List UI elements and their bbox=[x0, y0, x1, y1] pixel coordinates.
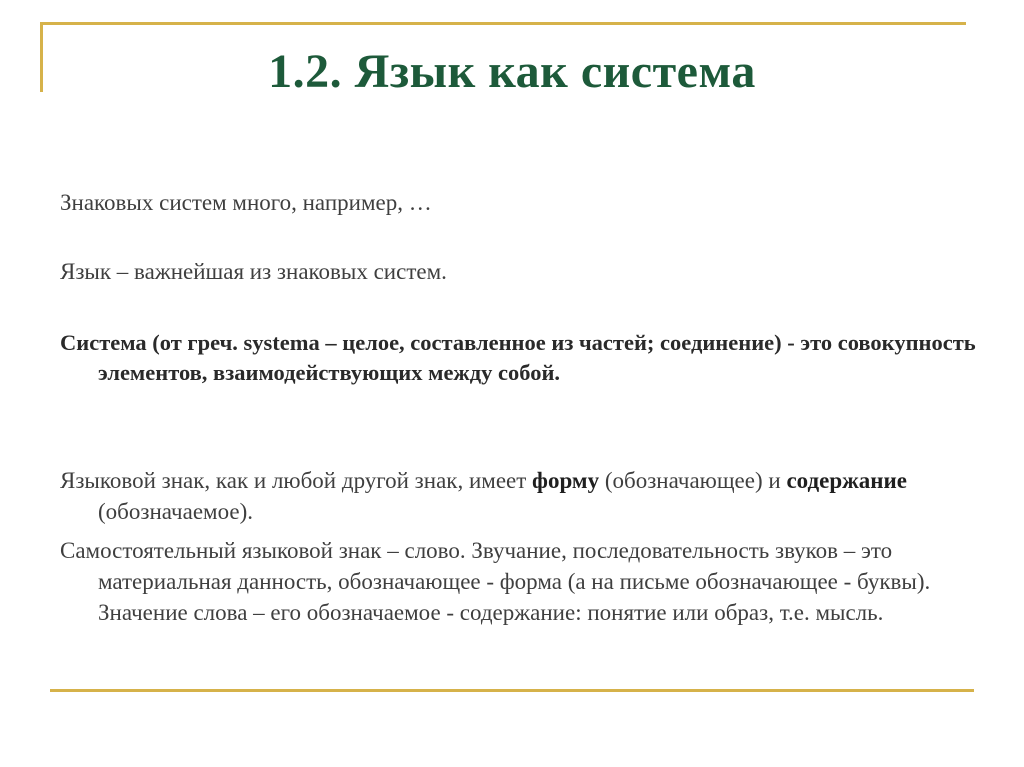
term-content: содержание bbox=[786, 468, 908, 493]
paragraph-language-sign bbox=[60, 465, 978, 527]
paragraph-text: Языковой знак, как и любой другой знак, имеет bbox=[60, 468, 533, 493]
paragraph-text: (обозначающее) и bbox=[599, 468, 787, 493]
paragraph-language-importance: Язык – важнейшая из знаковых систем. bbox=[60, 259, 447, 284]
paragraph-word-definition: Самостоятельный языковой знак – слово. Звучание, последовательность звуков – это материальная данность, обозначающее - форма (а на письме обозначающее - буквы). Значение слова – его обозначаемое - содержание: понятие или образ, т.е. мысль. bbox=[60, 538, 931, 625]
slide-title: 1.2. Язык как система bbox=[268, 45, 756, 98]
term-form: форму bbox=[532, 468, 600, 493]
paragraph-sign-systems: Знаковых систем много, например, … bbox=[60, 190, 432, 215]
bottom-divider-line bbox=[50, 689, 974, 692]
paragraph-system-definition: Система (от греч. systema – целое, составленное из частей; соединение) - это совокупность элементов, взаимодействующих между собой. bbox=[60, 330, 976, 385]
paragraph-text: (обозначаемое). bbox=[98, 499, 253, 524]
top-divider-line bbox=[40, 22, 966, 25]
